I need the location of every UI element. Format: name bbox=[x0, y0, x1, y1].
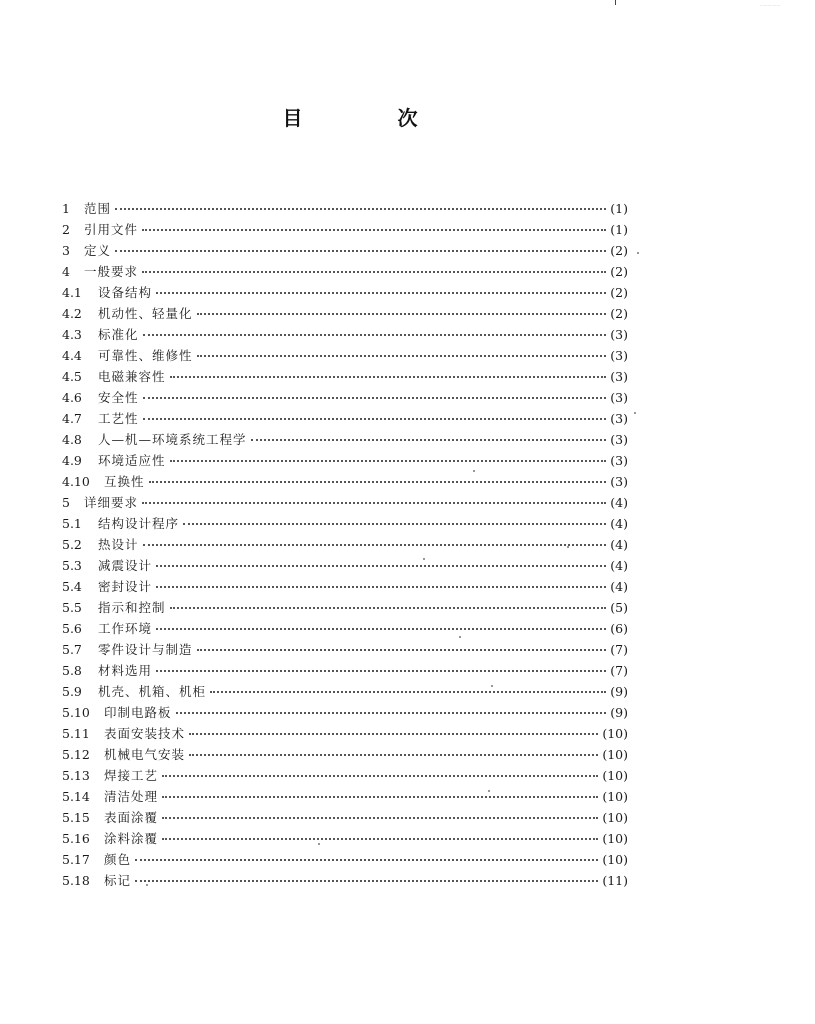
toc-entry-number: 4.5 bbox=[62, 369, 82, 384]
toc-entry-title: 可靠性、维修性 bbox=[98, 348, 193, 363]
table-of-contents bbox=[62, 198, 628, 891]
toc-leader-dots bbox=[251, 431, 607, 441]
toc-entry-page: (10) bbox=[602, 810, 628, 825]
toc-entry-number: 4.3 bbox=[62, 327, 82, 342]
toc-entry-number: 4.9 bbox=[62, 453, 82, 468]
toc-leader-dots bbox=[142, 263, 606, 273]
toc-entry-page: (1) bbox=[610, 201, 628, 216]
toc-entry-page: (7) bbox=[610, 663, 628, 678]
scan-speck bbox=[423, 558, 425, 560]
toc-leader-dots bbox=[210, 683, 606, 693]
toc-entry-page: (3) bbox=[610, 348, 628, 363]
toc-entry-title: 环境适应性 bbox=[98, 453, 166, 468]
toc-leader-dots bbox=[149, 473, 607, 483]
toc-entry-number: 5.5 bbox=[62, 600, 82, 615]
toc-entry-page: (3) bbox=[610, 432, 628, 447]
toc-entry-title: 工作环境 bbox=[98, 621, 153, 636]
toc-leader-dots bbox=[197, 641, 607, 651]
toc-entry-title: 标准化 bbox=[98, 327, 139, 342]
toc-entry-page: (10) bbox=[602, 768, 628, 783]
toc-entry-number: 4.8 bbox=[62, 432, 82, 447]
toc-entry-page: (3) bbox=[610, 369, 628, 384]
toc-entry-page: (3) bbox=[610, 390, 628, 405]
toc-entry bbox=[62, 849, 628, 870]
toc-entry-title: 工艺性 bbox=[98, 411, 139, 426]
toc-entry-title: 材料选用 bbox=[98, 663, 153, 678]
toc-entry-number: 5.15 bbox=[62, 810, 90, 825]
toc-entry-page: (10) bbox=[602, 831, 628, 846]
toc-entry bbox=[62, 240, 628, 261]
toc-leader-dots bbox=[162, 809, 598, 819]
toc-leader-dots bbox=[176, 704, 607, 714]
toc-entry-page: (10) bbox=[602, 747, 628, 762]
toc-entry-page: (6) bbox=[610, 621, 628, 636]
toc-entry bbox=[62, 576, 628, 597]
toc-entry-number: 3 bbox=[62, 243, 70, 258]
toc-entry-page: (10) bbox=[602, 726, 628, 741]
toc-entry-page: (4) bbox=[610, 558, 628, 573]
toc-leader-dots bbox=[189, 725, 598, 735]
toc-leader-dots bbox=[143, 410, 607, 420]
toc-leader-dots bbox=[143, 389, 607, 399]
toc-leader-dots bbox=[197, 347, 607, 357]
toc-entry-page: (9) bbox=[610, 705, 628, 720]
toc-entry-page: (4) bbox=[610, 537, 628, 552]
scan-speck bbox=[637, 252, 639, 254]
toc-entry-page: (10) bbox=[602, 852, 628, 867]
toc-entry-page: (5) bbox=[610, 600, 628, 615]
toc-entry-number: 5.8 bbox=[62, 663, 82, 678]
scan-speck bbox=[634, 412, 636, 414]
toc-leader-dots bbox=[142, 221, 606, 231]
toc-entry-number: 5.7 bbox=[62, 642, 82, 657]
toc-entry bbox=[62, 828, 628, 849]
toc-entry bbox=[62, 723, 628, 744]
toc-entry bbox=[62, 345, 628, 366]
toc-entry-page: (2) bbox=[610, 285, 628, 300]
toc-entry bbox=[62, 702, 628, 723]
toc-entry-page: (3) bbox=[610, 474, 628, 489]
toc-entry-number: 5.10 bbox=[62, 705, 90, 720]
toc-entry-page: (2) bbox=[610, 243, 628, 258]
toc-entry-page: (1) bbox=[610, 222, 628, 237]
toc-entry-number: 5.17 bbox=[62, 852, 90, 867]
scan-artifact bbox=[615, 0, 616, 5]
toc-entry-title: 互换性 bbox=[104, 474, 145, 489]
toc-entry-page: (4) bbox=[610, 579, 628, 594]
toc-entry-number: 4.2 bbox=[62, 306, 82, 321]
toc-entry bbox=[62, 282, 628, 303]
toc-entry-number: 5.1 bbox=[62, 516, 82, 531]
toc-entry-number: 5.9 bbox=[62, 684, 82, 699]
toc-entry-number: 5 bbox=[62, 495, 70, 510]
toc-entry-page: (4) bbox=[610, 495, 628, 510]
toc-entry bbox=[62, 513, 628, 534]
toc-entry bbox=[62, 387, 628, 408]
toc-entry-page: (10) bbox=[602, 789, 628, 804]
toc-entry-page: (9) bbox=[610, 684, 628, 699]
toc-entry bbox=[62, 765, 628, 786]
toc-entry-title: 详细要求 bbox=[84, 495, 139, 510]
toc-entry-number: 5.12 bbox=[62, 747, 90, 762]
toc-entry-title: 机动性、轻量化 bbox=[98, 306, 193, 321]
toc-entry-title: 设备结构 bbox=[98, 285, 153, 300]
toc-entry-number: 4.7 bbox=[62, 411, 82, 426]
toc-entry-title: 表面安装技术 bbox=[104, 726, 186, 741]
toc-entry-number: 4.4 bbox=[62, 348, 82, 363]
toc-leader-dots bbox=[162, 767, 598, 777]
toc-entry-number: 5.4 bbox=[62, 579, 82, 594]
toc-leader-dots bbox=[135, 851, 598, 861]
toc-entry-number: 5.11 bbox=[62, 726, 90, 741]
toc-entry-page: (2) bbox=[610, 264, 628, 279]
toc-entry-number: 5.6 bbox=[62, 621, 82, 636]
toc-entry-title: 标记 bbox=[104, 873, 132, 888]
toc-entry bbox=[62, 786, 628, 807]
toc-entry bbox=[62, 429, 628, 450]
toc-entry-page: (3) bbox=[610, 411, 628, 426]
toc-entry bbox=[62, 807, 628, 828]
toc-entry bbox=[62, 492, 628, 513]
toc-entry-title: 范围 bbox=[84, 201, 112, 216]
toc-leader-dots bbox=[115, 242, 606, 252]
toc-leader-dots bbox=[170, 599, 607, 609]
toc-entry-number: 4.1 bbox=[62, 285, 82, 300]
toc-entry-title: 指示和控制 bbox=[98, 600, 166, 615]
toc-entry bbox=[62, 324, 628, 345]
toc-leader-dots bbox=[197, 305, 607, 315]
toc-entry-title: 涂料涂覆 bbox=[104, 831, 159, 846]
scan-speck bbox=[473, 470, 475, 472]
toc-entry bbox=[62, 198, 628, 219]
toc-leader-dots bbox=[162, 788, 598, 798]
toc-entry bbox=[62, 597, 628, 618]
toc-entry-title: 热设计 bbox=[98, 537, 139, 552]
toc-entry-number: 2 bbox=[62, 222, 70, 237]
toc-leader-dots bbox=[156, 284, 606, 294]
toc-entry-title: 表面涂覆 bbox=[104, 810, 159, 825]
toc-leader-dots bbox=[170, 452, 607, 462]
toc-entry bbox=[62, 219, 628, 240]
toc-entry bbox=[62, 408, 628, 429]
toc-entry-page: (3) bbox=[610, 453, 628, 468]
toc-entry-number: 5.2 bbox=[62, 537, 82, 552]
toc-entry bbox=[62, 618, 628, 639]
scan-speck bbox=[491, 685, 493, 687]
toc-entry-title: 印制电路板 bbox=[104, 705, 172, 720]
toc-entry-number: 4.10 bbox=[62, 474, 90, 489]
toc-entry-number: 4 bbox=[62, 264, 70, 279]
toc-entry-title: 焊接工艺 bbox=[104, 768, 159, 783]
toc-entry-title: 密封设计 bbox=[98, 579, 153, 594]
toc-entry-title: 机壳、机箱、机柜 bbox=[98, 684, 207, 699]
toc-entry-number: 1 bbox=[62, 201, 70, 216]
toc-leader-dots bbox=[156, 578, 606, 588]
toc-entry-number: 4.6 bbox=[62, 390, 82, 405]
scan-speck bbox=[318, 843, 320, 845]
toc-entry-title: 定义 bbox=[84, 243, 112, 258]
scan-speck bbox=[459, 636, 461, 638]
toc-leader-dots bbox=[156, 620, 606, 630]
toc-entry-title: 结构设计程序 bbox=[98, 516, 180, 531]
toc-entry-number: 5.18 bbox=[62, 873, 90, 888]
toc-entry bbox=[62, 534, 628, 555]
toc-entry-number: 5.16 bbox=[62, 831, 90, 846]
toc-leader-dots bbox=[143, 536, 607, 546]
toc-leader-dots bbox=[156, 662, 606, 672]
toc-entry-title: 一般要求 bbox=[84, 264, 139, 279]
toc-entry bbox=[62, 471, 628, 492]
toc-leader-dots bbox=[189, 746, 598, 756]
toc-entry bbox=[62, 870, 628, 891]
toc-entry bbox=[62, 744, 628, 765]
toc-entry-page: (7) bbox=[610, 642, 628, 657]
toc-entry bbox=[62, 639, 628, 660]
toc-entry-number: 5.14 bbox=[62, 789, 90, 804]
toc-entry-title: 人—机—环境系统工程学 bbox=[98, 432, 247, 447]
toc-entry bbox=[62, 450, 628, 471]
toc-entry-page: (2) bbox=[610, 306, 628, 321]
toc-entry bbox=[62, 681, 628, 702]
toc-entry-title: 清洁处理 bbox=[104, 789, 159, 804]
toc-entry bbox=[62, 555, 628, 576]
toc-entry-page: (4) bbox=[610, 516, 628, 531]
toc-leader-dots bbox=[135, 872, 598, 882]
scan-speck bbox=[488, 790, 490, 792]
toc-entry bbox=[62, 660, 628, 681]
toc-entry bbox=[62, 261, 628, 282]
toc-entry-page: (11) bbox=[602, 873, 628, 888]
toc-entry-page: (3) bbox=[610, 327, 628, 342]
page-title: 目 次 bbox=[282, 106, 462, 130]
corner-note: ................ bbox=[760, 2, 781, 7]
toc-entry-title: 减震设计 bbox=[98, 558, 153, 573]
toc-entry-title: 颜色 bbox=[104, 852, 132, 867]
toc-entry-title: 机械电气安装 bbox=[104, 747, 186, 762]
toc-leader-dots bbox=[142, 494, 606, 504]
toc-leader-dots bbox=[156, 557, 606, 567]
scan-speck bbox=[567, 546, 569, 548]
toc-entry-title: 引用文件 bbox=[84, 222, 139, 237]
toc-entry bbox=[62, 303, 628, 324]
toc-entry-title: 零件设计与制造 bbox=[98, 642, 193, 657]
toc-leader-dots bbox=[143, 326, 607, 336]
toc-leader-dots bbox=[115, 200, 606, 210]
toc-leader-dots bbox=[183, 515, 606, 525]
toc-entry-title: 电磁兼容性 bbox=[98, 369, 166, 384]
toc-entry-number: 5.3 bbox=[62, 558, 82, 573]
scan-speck bbox=[146, 884, 148, 886]
toc-entry bbox=[62, 366, 628, 387]
toc-leader-dots bbox=[162, 830, 598, 840]
toc-leader-dots bbox=[170, 368, 607, 378]
toc-entry-title: 安全性 bbox=[98, 390, 139, 405]
toc-entry-number: 5.13 bbox=[62, 768, 90, 783]
